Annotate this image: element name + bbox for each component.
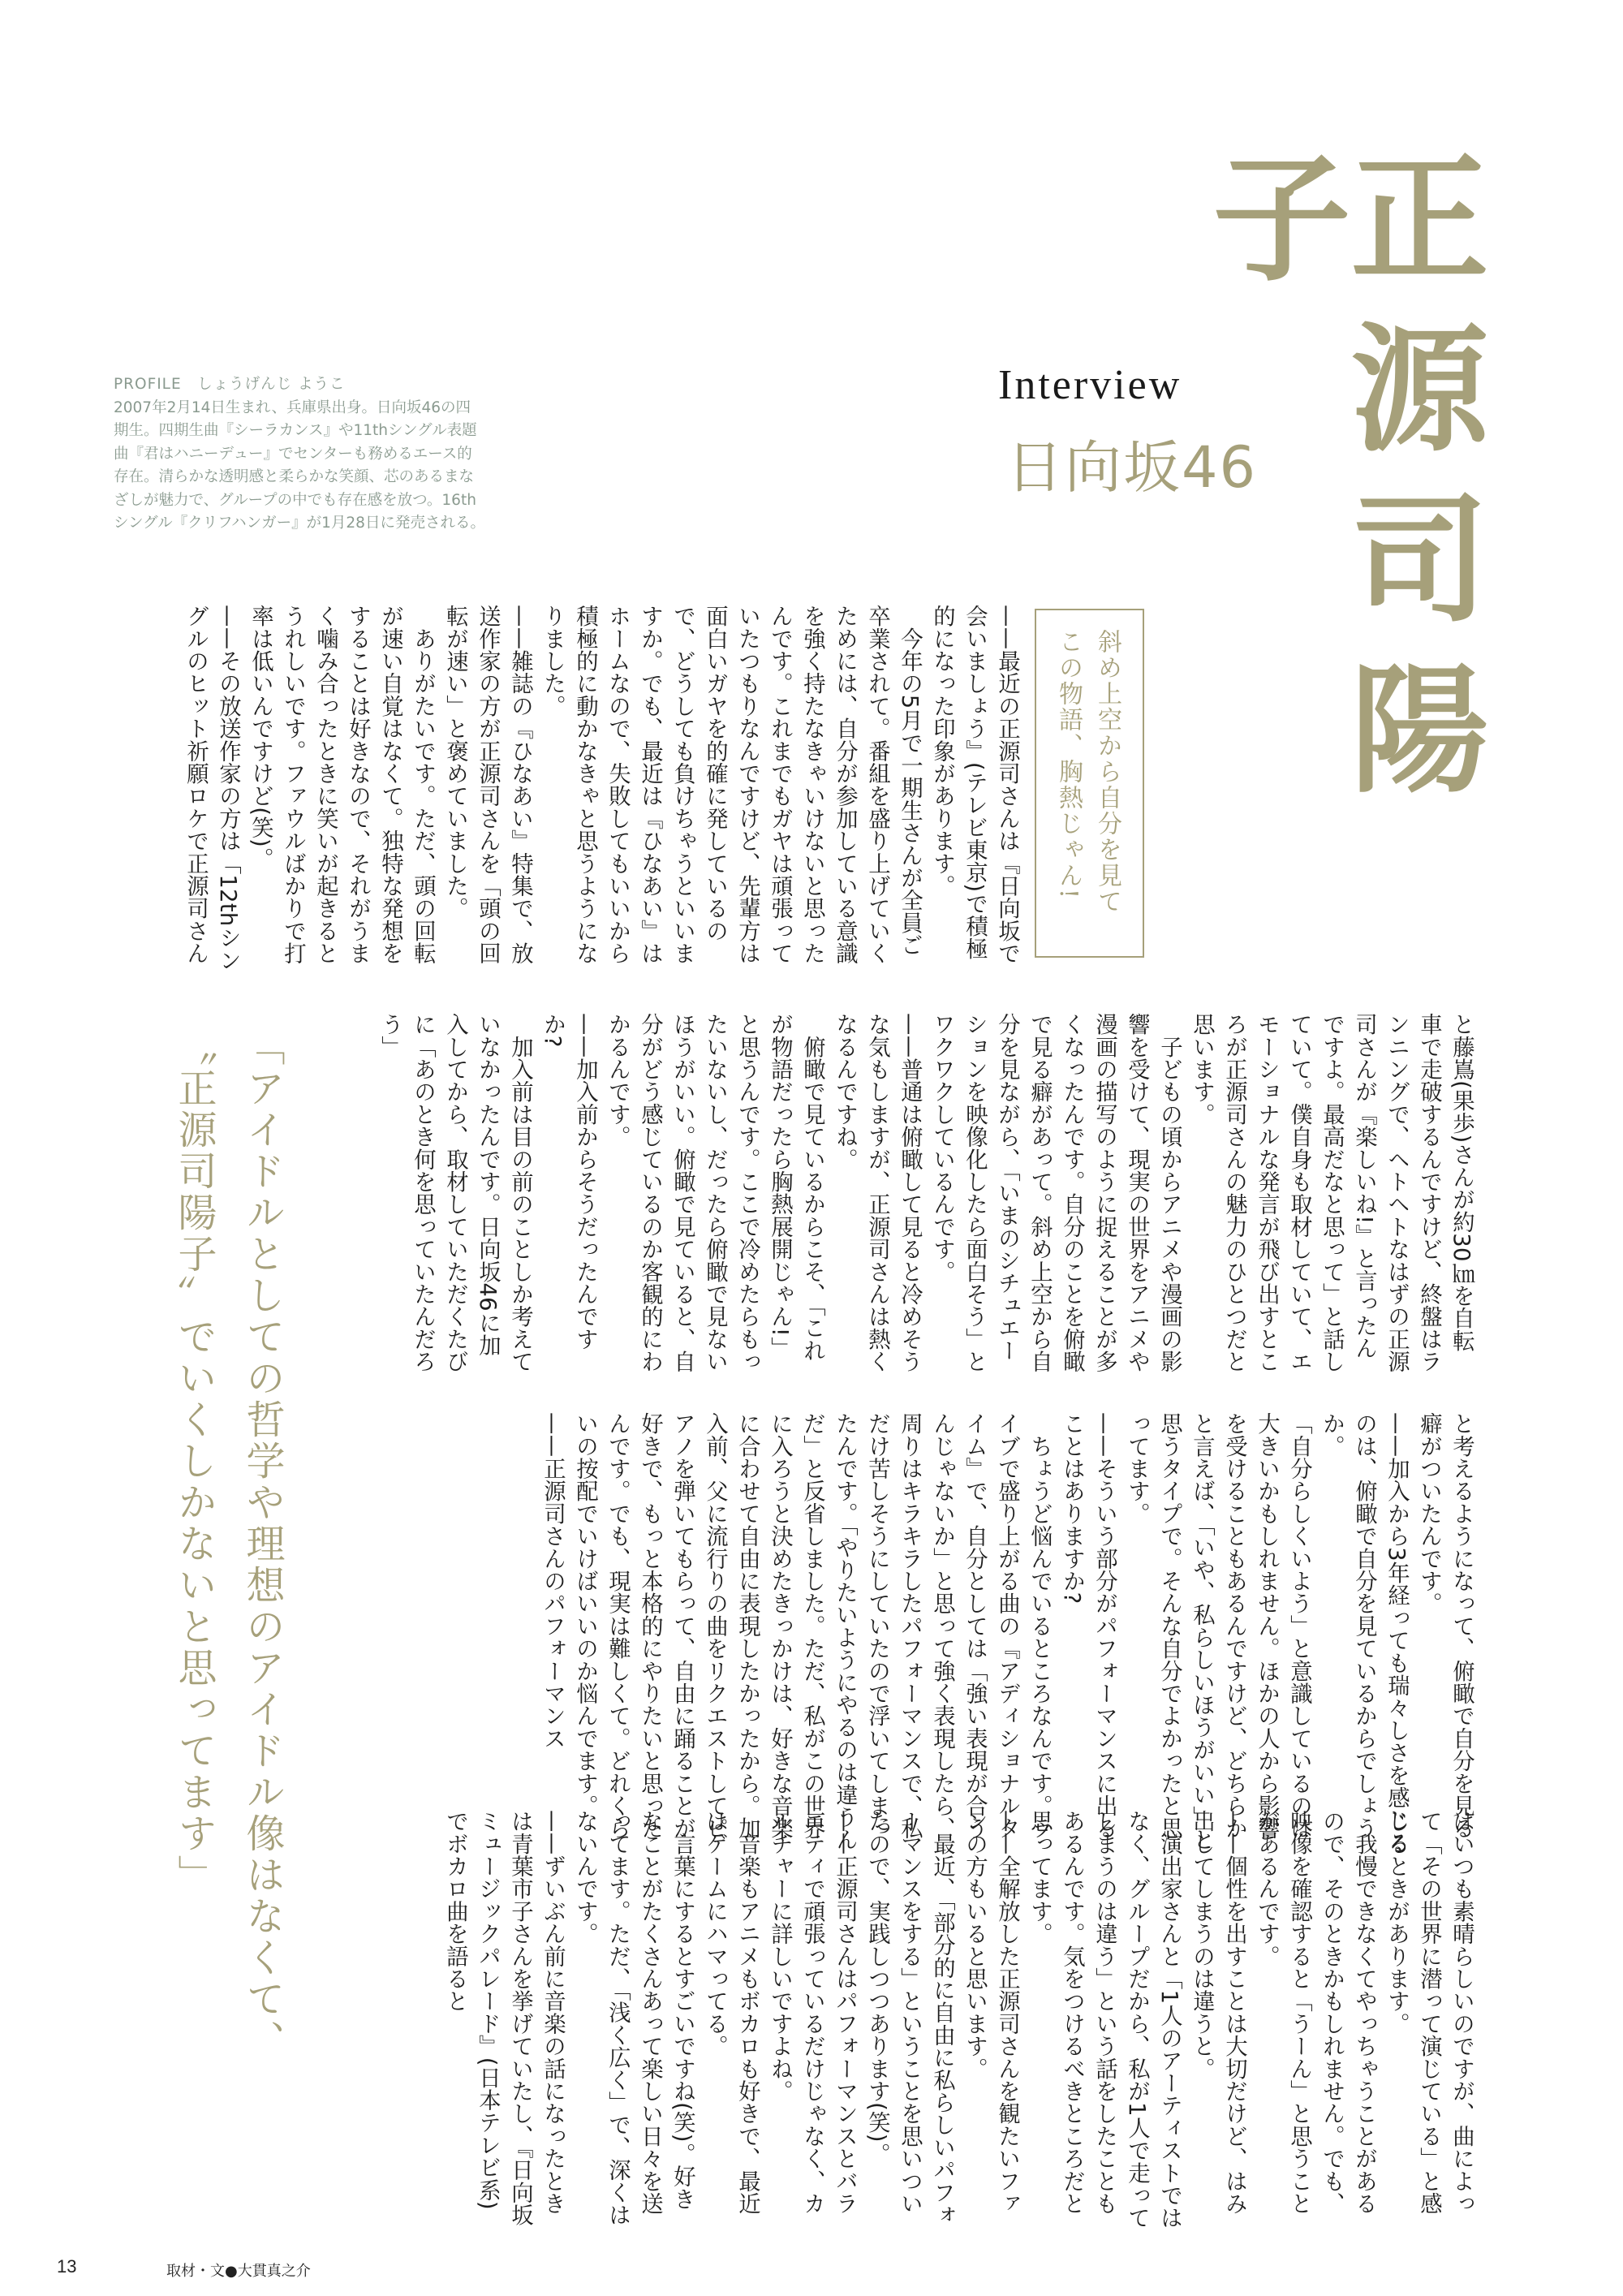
group-name: 日向坂46 xyxy=(1006,434,1258,501)
body-text-tier-4: はいつも素晴らしいのですが、曲によって「その世界に潜って演じている」と感じるときがあります。 我慢できなくてやっちゃうことがあるので、そのときかもしれません。でも、映像を確認すると「うーん」と思うことがあるんです。 ——個性を出すことは大切だけど、はみ出してしまうのは違うと。 演出家さんと「1人のアーティストではなく、グループだから、私が1人で走ってしまうのは違う」という話をしたこともあるんです。気をつけるべきところだと思ってます。 ——全解放した正源司さんを観たいファンの方もいると思います。 最近、「部分的に自由に私らしいパフォーマンスをする」ということを思いついたので、実践しつつあります(笑)。 ——正源司さんはパフォーマンスとバラエティで頑張っているだけじゃなく、カルチャーに詳しいですよね。 音楽もアニメもボカロも好きで、最近はゲームにハマってる。 言葉にするとすごいですね(笑)。好きなことがたくさんあって楽しい日々を送ってます。ただ、「浅く広く」で、深くはないんです。 ——ずいぶん前に音楽の話になったときは青葉市子さんを挙げていたし、『日向坂ミュージックパレード』(日本テレビ系)でボカロ曲を語ると xyxy=(442,1810,1474,2229)
profile-line: シングル『クリフハンガー』が1月28日に発売される。 xyxy=(114,515,485,532)
profile-heading: PROFILE しょうげんじ ようこ xyxy=(114,376,346,393)
body-text-tier-3: と考えるようになって、俯瞰で自分を見る癖がついたんです。 ——加入から3年経っても瑞々しさを感じるのは、俯瞰で自分を見ているからでしょうか。 「自分らしくいよう」と意識しているのは大きいかもしれません。ほかの人から影響を受けることもあるんですけど、どちらかと言えば、「いや、私らしいほうがいい」と思うタイプで。そんな自分でよかったと思ってます。 ——そういう部分がパフォーマンスに出ることはありますか? ちょうど悩んでいるところなんです。ライブで盛り上がる曲の『アディショナルタイム』で、自分としては「強い表現が合うんじゃないか」と思って強く表現したら、周りはキラキラしたパフォーマンスで、私だけ苦しそうにしていたので浮いてしまったんです。「やりたいようにやるのは違うんだ」と反省しました。ただ、私がこの世界に入ろうと決めたきっかけは、好きな音楽に合わせて自由に表現したかったから。加入前、父に流行りの曲をリクエストしてピアノを弾いてもらって、自由に踊ることが好きで、もっと本格的にやりたいと思ったんです。でも、現実は難しくて。どれくらいの按配でいけばいいのか悩んでます。 ——正源司さんのパフォーマンス xyxy=(540,1412,1474,1854)
page-number: 13 xyxy=(57,2256,77,2277)
profile-line: 2007年2月14日生まれ、兵庫県出身。日向坂46の四 xyxy=(114,398,471,416)
profile-line: 期生。四期生曲『シーラカンス』や11thシングル表題 xyxy=(114,422,477,439)
profile-block xyxy=(114,373,536,536)
page-title: 正源司陽子 xyxy=(1189,146,1489,828)
profile-line: 存在。清らかな透明感と柔らかな笑顔、芯のあるまな xyxy=(114,468,475,485)
body-text-tier-2: と藤嶌(果歩)さんが約30㎞を自転車で走破するんですけど、終盤はランニングで、ヘトヘトなはずの正源司さんが『楽しいね!』と言ったんですよ。最高だなと思って」と話していて。僕自身も取材していて、エモーショナルな発言が飛び出すところが正源司さんの魅力のひとつだと思います。 子どもの頃からアニメや漫画の影響を受けて、現実の世界をアニメや漫画の描写のように捉えることが多くなったんです。自分のことを俯瞰で見る癖があって。斜め上空から自分を見ながら、「いまのシチュエーションを映像化したら面白そう」とワクワクしているんです。 ——普通は俯瞰して見ると冷めそうな気もしますが、正源司さんは熱くなるんですね。 俯瞰で見ているからこそ、「これが物語だったら胸熱展開じゃん!」と思うんです。ここで冷めたらもったいないし、だったら俯瞰で見ないほうがいい。俯瞰で見ていると、自分がどう感じているのか客観的にわかるんです。 ——加入前からそうだったんですか? 加入前は目の前のことしか考えていなかったんです。日向坂46に加入してから、取材していただくたびに「あのとき何を思っていたんだろう」 xyxy=(377,1013,1474,1373)
profile-line: ざしが魅力で、グループの中でも存在感を放つ。16th xyxy=(114,491,476,509)
pull-quote: 「アイドルとしての哲学や理想のアイドル像はなくて、 〝正源司陽子〟でいくしかないと思ってます」 xyxy=(171,1027,285,2061)
interview-label: Interview xyxy=(998,362,1182,408)
credit-line: 取材・文●大貫真之介 xyxy=(166,2263,311,2280)
profile-line: 曲『君はハニーデュー』でセンターも務めるエース的 xyxy=(114,445,472,463)
catchcopy-text: 斜め上空から自分を見て この物語、胸熱じゃん! xyxy=(1054,629,1121,915)
body-text-tier-1: ——最近の正源司さんは『日向坂で会いましょう』(テレビ東京)で積極的になった印象があります。 今年の5月で一期生さんが全員ご卒業されて。番組を盛り上げていくためには、自分が参加している意識を強く持たなきゃいけないと思ったんです。これまでもガヤは頑張っていたつもりなんですけど、先輩方は面白いガヤを的確に発しているので、どうしても負けちゃうといいますか。でも、最近は『ひなあい』はホームなので、失敗してもいいから積極的に動かなきゃと思うようになりました。 ——雑誌の『ひなあい』特集で、放送作家の方が正源司さんを「頭の回転が速い」と褒めていました。 ありがたいです。ただ、頭の回転が速い自覚はなくて。独特な発想をすることは好きなので、それがうまく噛み合ったときに笑いが起きるとうれしいです。ファウルばかりで打率は低いんですけど(笑)。 ——その放送作家の方は「12thシングルのヒット祈願ロケで正源司さん xyxy=(183,605,1019,971)
